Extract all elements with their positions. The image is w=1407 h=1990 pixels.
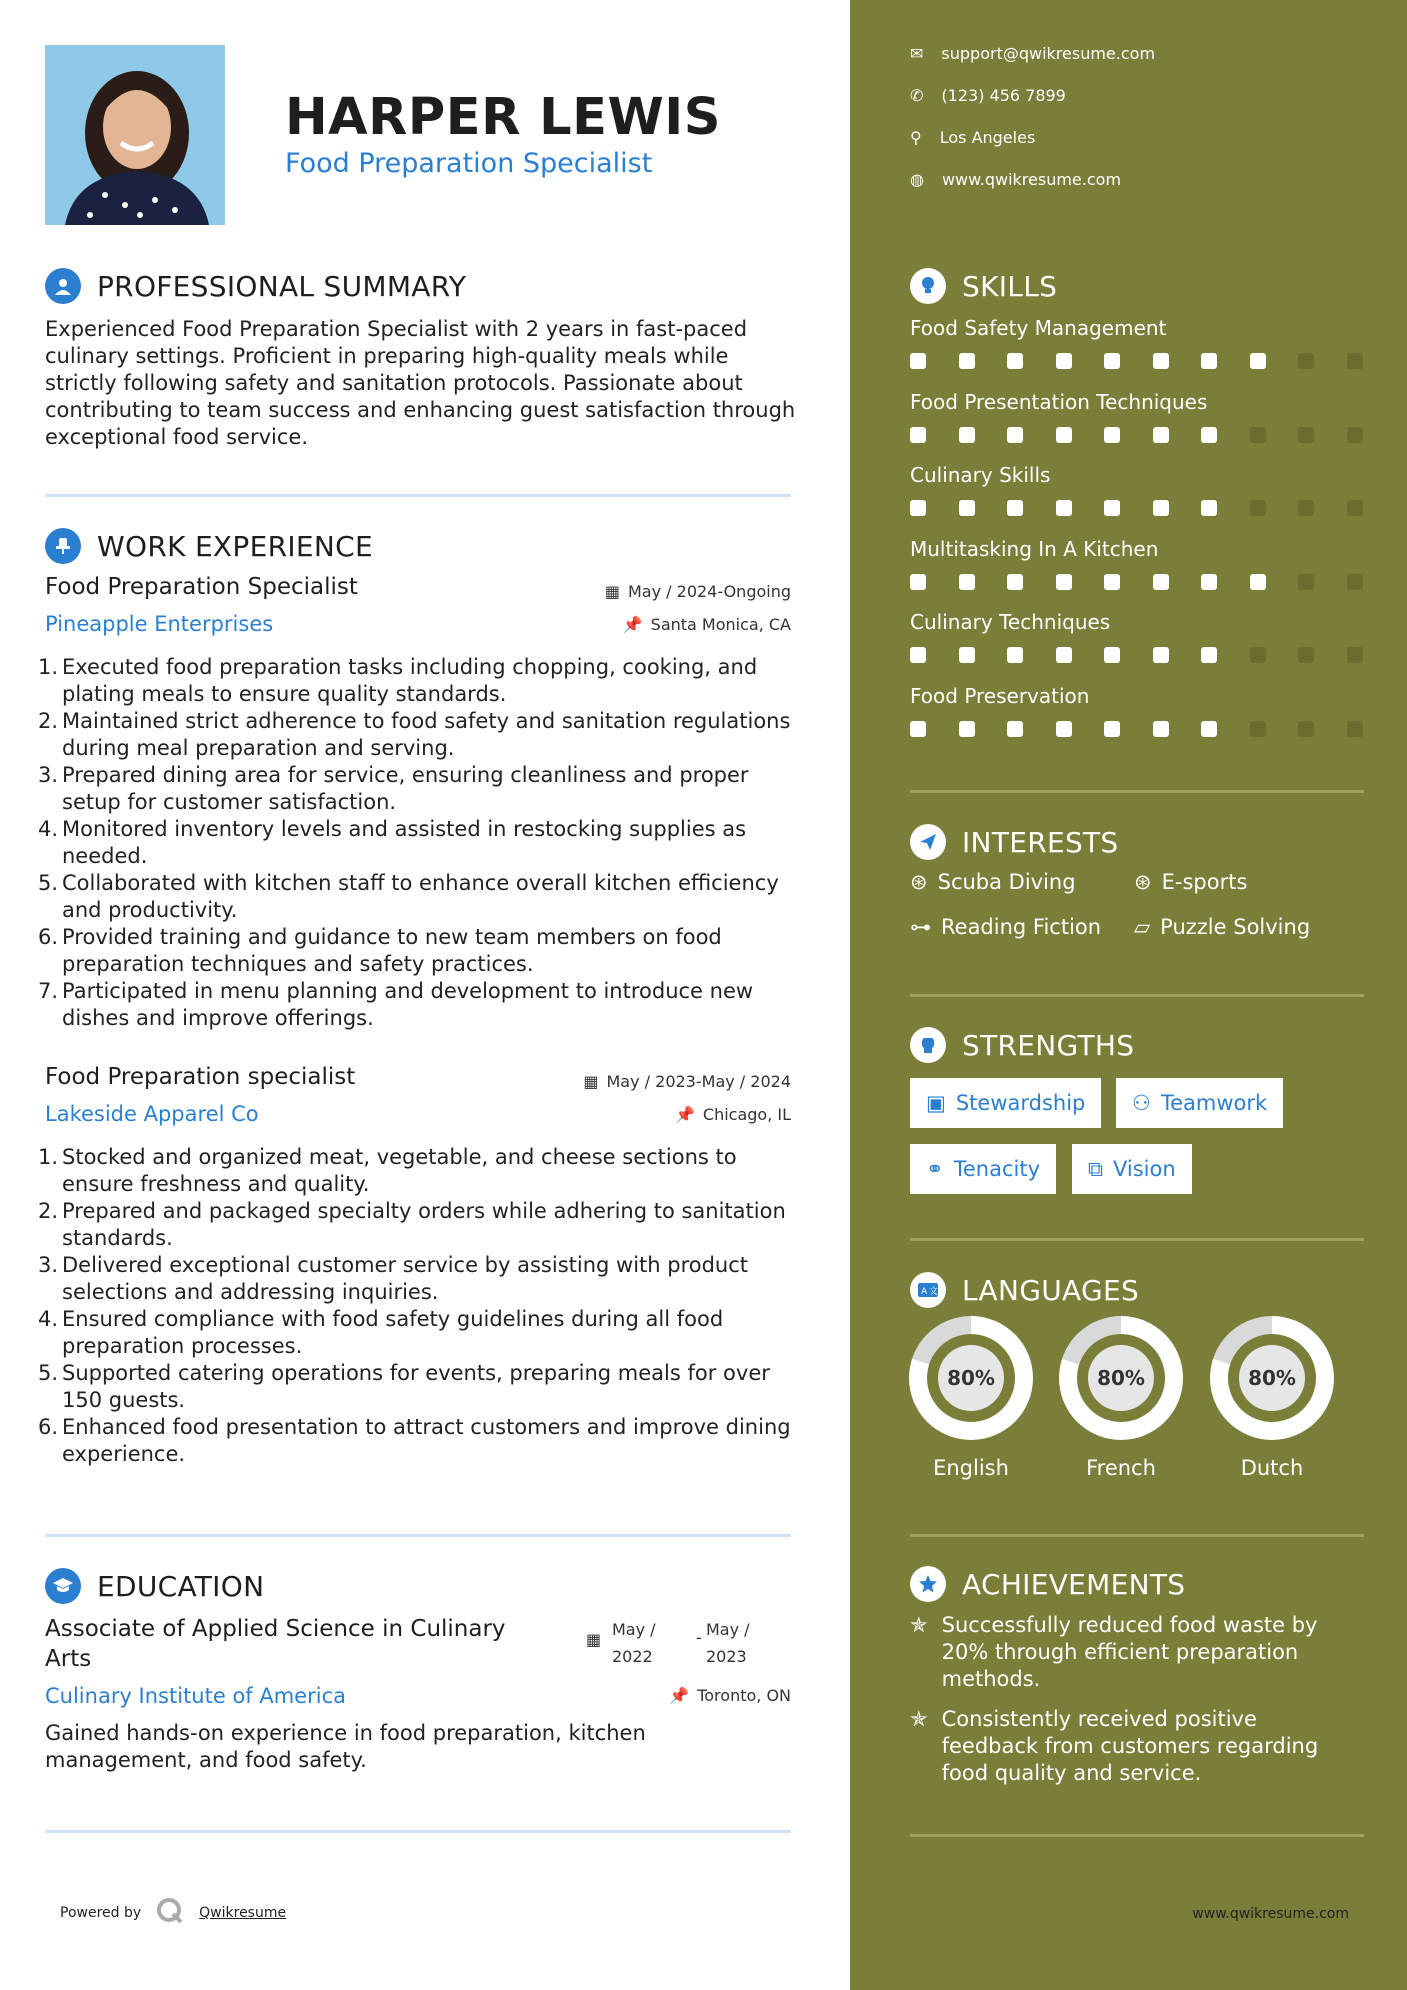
- rating-dot: [1298, 427, 1314, 443]
- rating-dot: [1347, 647, 1363, 663]
- rating-dot: [1007, 500, 1023, 516]
- translate-icon: [910, 1272, 946, 1308]
- language-percent: 80%: [1088, 1345, 1154, 1411]
- language-ring: [1059, 1316, 1183, 1440]
- rating-dot: [1298, 721, 1314, 737]
- interests-title: INTERESTS: [962, 825, 1119, 859]
- language-name: Dutch: [1240, 1456, 1304, 1480]
- list-item: 1. Stocked and organized meat, vegetable, and cheese sections to ensure freshness and quality.: [38, 1145, 737, 1196]
- job-duties: [38, 1144, 798, 1468]
- profile-photo: [45, 45, 225, 225]
- job-title: Food Preparation Specialist: [45, 574, 358, 600]
- rating-dot: [910, 353, 926, 369]
- list-item: 2. Maintained strict adherence to food safety and sanitation regulations during meal preparation and serving.: [38, 709, 791, 760]
- rating-dot: [959, 427, 975, 443]
- languages-heading: [910, 1272, 1139, 1308]
- list-item: 5. Supported catering operations for events, preparing meals for over 150 guests.: [38, 1361, 770, 1412]
- rating-dot: [1007, 427, 1023, 443]
- rating-dot: [1104, 647, 1120, 663]
- rating-dot: [1007, 353, 1023, 369]
- pin-icon: 📌: [669, 1686, 690, 1705]
- qwikresume-logo-icon: [155, 1896, 185, 1930]
- rating-dot: [910, 574, 926, 590]
- rating-dot: [1201, 721, 1217, 737]
- skill-rating: [910, 427, 1395, 443]
- rating-dot: [910, 427, 926, 443]
- achievement-item: ✯ Consistently received positive feedback from customers regarding food quality and service.: [910, 1707, 1319, 1785]
- skill-rating: [910, 721, 1395, 737]
- list-item: 4. Monitored inventory levels and assisted in restocking supplies as needed.: [38, 817, 747, 868]
- rating-dot: [1347, 427, 1363, 443]
- job-company: Pineapple Enterprises: [45, 612, 274, 636]
- paper-plane-icon: [910, 824, 946, 860]
- rating-dot: [1201, 500, 1217, 516]
- list-item: 2. Prepared and packaged specialty orders while adhering to sanitation standards.: [38, 1199, 786, 1250]
- school: Culinary Institute of America: [45, 1684, 346, 1708]
- education-heading: [45, 1568, 264, 1604]
- summary-title: PROFESSIONAL SUMMARY: [97, 269, 467, 303]
- summary-heading: [45, 268, 466, 304]
- fist-icon: [910, 1027, 946, 1063]
- lifebuoy-icon: ⊛: [910, 870, 928, 894]
- rating-dot: [1153, 500, 1169, 516]
- skill-name: Multitasking In A Kitchen: [910, 536, 1159, 561]
- rating-dot: [1104, 500, 1120, 516]
- phone-icon: ✆: [910, 86, 924, 105]
- candidate-title: Food Preparation Specialist: [285, 148, 653, 179]
- rating-dot: [1250, 353, 1266, 369]
- language-item: [1059, 1316, 1183, 1480]
- rating-dot: [1104, 574, 1120, 590]
- divider: [910, 994, 1364, 997]
- contact-website: ◍ www.qwikresume.com: [910, 170, 1122, 189]
- rating-dot: [1298, 500, 1314, 516]
- calendar-icon: ▦: [586, 1630, 602, 1649]
- svg-text:文: 文: [929, 1287, 939, 1297]
- rating-dot: [1104, 353, 1120, 369]
- rating-dot: [1056, 427, 1072, 443]
- book-icon: ▱: [1134, 915, 1151, 939]
- contact-phone: ✆ (123) 456 7899: [910, 86, 1066, 105]
- edu-end-date: May / 2023: [706, 1620, 750, 1666]
- rating-dot: [1347, 353, 1363, 369]
- rating-dot: [910, 500, 926, 516]
- strength-badge: ⚇ Teamwork: [1116, 1078, 1283, 1128]
- user-icon: [45, 268, 81, 304]
- rating-dot: [1201, 353, 1217, 369]
- degree: Associate of Applied Science in Culinary Arts: [45, 1616, 506, 1672]
- rating-dot: [1153, 647, 1169, 663]
- interest-item: ⊛ Scuba Diving: [910, 870, 1076, 894]
- rating-dot: [1056, 721, 1072, 737]
- interests-heading: [910, 824, 1119, 860]
- skill-rating: [910, 500, 1395, 516]
- job-location: [675, 1105, 791, 1124]
- divider: [910, 1834, 1364, 1837]
- edu-date-dash: -: [696, 1628, 702, 1647]
- rating-dot: [959, 721, 975, 737]
- job-date: [605, 582, 791, 601]
- skill-name: Food Preservation: [910, 683, 1090, 708]
- envelope-icon: ✉: [910, 44, 924, 63]
- skill-name: Food Presentation Techniques: [910, 389, 1208, 414]
- language-percent: 80%: [938, 1345, 1004, 1411]
- list-item: 3. Prepared dining area for service, ensuring cleanliness and proper setup for customer satisfaction.: [38, 763, 749, 814]
- rating-dot: [1153, 427, 1169, 443]
- rating-dot: [910, 647, 926, 663]
- strength-badge: ⚭ Tenacity: [910, 1144, 1056, 1194]
- job-location-text: Chicago, IL: [702, 1105, 791, 1124]
- footer-website: www.qwikresume.com: [1192, 1906, 1349, 1922]
- lightbulb-icon: [910, 268, 946, 304]
- briefcase-icon: ▣: [926, 1091, 946, 1115]
- language-item: [1210, 1316, 1334, 1480]
- rating-dot: [1056, 574, 1072, 590]
- divider: [45, 1534, 791, 1537]
- qwikresume-link[interactable]: Qwikresume: [199, 1905, 287, 1921]
- contact-email: ✉ support@qwikresume.com: [910, 44, 1156, 63]
- rating-dot: [1250, 574, 1266, 590]
- skill-name: Food Safety Management: [910, 316, 1167, 340]
- summary-text: Experienced Food Preparation Specialist with 2 years in fast-paced culinary settings. Proficient in preparing high-quality meals while strictly following safety and sanitation protocols. Passionate about contributing to team success and enhancing guest satisfaction through exceptional food service.: [45, 317, 796, 449]
- rating-dot: [1250, 721, 1266, 737]
- achievement-item: ✯ Successfully reduced food waste by 20% through efficient preparation methods.: [910, 1613, 1318, 1691]
- footer-powered: Powered by Qwikresume: [60, 1896, 286, 1930]
- rating-dot: [1347, 721, 1363, 737]
- rating-dot: [1056, 353, 1072, 369]
- rating-dot: [910, 721, 926, 737]
- rating-dot: [1250, 427, 1266, 443]
- rating-dot: [1056, 647, 1072, 663]
- job-date-text: May / 2023-May / 2024: [606, 1072, 791, 1091]
- graduation-icon: [45, 1568, 81, 1604]
- list-item: 6. Enhanced food presentation to attract customers and improve dining experience.: [38, 1415, 791, 1466]
- location-pin-icon: ⚲: [910, 128, 922, 147]
- rating-dot: [1104, 427, 1120, 443]
- skill-name: Culinary Techniques: [910, 610, 1111, 634]
- interest-item: ⊶ Reading Fiction: [910, 915, 1102, 939]
- strengths-title: STRENGTHS: [962, 1028, 1135, 1062]
- rating-dot: [1153, 353, 1169, 369]
- list-item: 6. Provided training and guidance to new team members on food preparation techniques and safety practices.: [38, 925, 722, 976]
- rating-dot: [1201, 427, 1217, 443]
- divider: [910, 790, 1364, 793]
- rating-dot: [1153, 574, 1169, 590]
- chair-icon: [45, 528, 81, 564]
- rating-dot: [1298, 353, 1314, 369]
- list-item: 7. Participated in menu planning and development to introduce new dishes and improve offerings.: [38, 979, 754, 1030]
- divider: [45, 494, 791, 497]
- rating-dot: [1007, 574, 1023, 590]
- job-date: [583, 1072, 791, 1091]
- list-item: 5. Collaborated with kitchen staff to enhance overall kitchen efficiency and productivity.: [38, 871, 779, 922]
- language-ring: [909, 1316, 1033, 1440]
- edu-location: 📌 Toronto, ON: [669, 1686, 791, 1705]
- language-name: English: [933, 1456, 1009, 1480]
- rating-dot: [1201, 647, 1217, 663]
- rating-dot: [959, 500, 975, 516]
- strength-badge: ▣ Stewardship: [910, 1078, 1101, 1128]
- strength-badge: ⧉ Vision: [1072, 1144, 1192, 1194]
- rating-dot: [1250, 647, 1266, 663]
- language-percent: 80%: [1239, 1345, 1305, 1411]
- rating-dot: [1298, 647, 1314, 663]
- list-item: 1. Executed food preparation tasks including chopping, cooking, and plating meals to ensure quality standards.: [38, 655, 758, 706]
- pin-icon: 📌: [622, 615, 643, 634]
- calendar-icon: ▦: [604, 582, 620, 601]
- rating-dot: [1250, 500, 1266, 516]
- divider: [910, 1238, 1364, 1241]
- svg-text:A: A: [921, 1287, 928, 1297]
- calendar-icon: ▦: [583, 1072, 599, 1091]
- skills-title: SKILLS: [962, 269, 1058, 303]
- edu-description: Gained hands-on experience in food preparation, kitchen management, and food safety.: [45, 1721, 646, 1772]
- rating-dot: [959, 353, 975, 369]
- gamepad-icon: ⊶: [910, 915, 931, 939]
- divider: [910, 1534, 1364, 1537]
- interest-item: ⊛ E-sports: [1134, 870, 1248, 894]
- rating-dot: [1153, 721, 1169, 737]
- globe-icon: ◍: [910, 170, 924, 189]
- rating-dot: [1007, 647, 1023, 663]
- rating-dot: [959, 574, 975, 590]
- shooting-star-icon: ✯: [910, 1613, 928, 1637]
- strengths-heading: [910, 1027, 1134, 1063]
- divider: [45, 1830, 791, 1833]
- languages-title: LANGUAGES: [962, 1273, 1140, 1307]
- skills-heading: [910, 268, 1057, 304]
- rating-dot: [959, 647, 975, 663]
- list-item: 3. Delivered exceptional customer service by assisting with product selections and addressing inquiries.: [38, 1253, 749, 1304]
- rating-dot: [1104, 721, 1120, 737]
- interest-item: ▱ Puzzle Solving: [1134, 915, 1311, 939]
- candidate-name: HARPER LEWIS: [285, 88, 721, 147]
- rating-dot: [1347, 574, 1363, 590]
- achievements-heading: [910, 1566, 1185, 1602]
- edu-start-date: May / 2022: [612, 1620, 656, 1666]
- skill-rating: [910, 647, 1395, 663]
- education-title: EDUCATION: [97, 1569, 265, 1603]
- binoculars-icon: ⧉: [1088, 1156, 1103, 1181]
- language-item: [909, 1316, 1033, 1480]
- rating-dot: [1298, 574, 1314, 590]
- link-icon: ⚭: [926, 1157, 944, 1181]
- skill-rating: [910, 353, 1395, 369]
- job-location: [623, 615, 791, 634]
- job-date-text: May / 2024-Ongoing: [628, 582, 791, 601]
- language-name: French: [1086, 1456, 1156, 1480]
- skill-name: Culinary Skills: [910, 463, 1051, 487]
- rating-dot: [1056, 500, 1072, 516]
- rating-dot: [1347, 500, 1363, 516]
- rating-dot: [1007, 721, 1023, 737]
- pin-icon: 📌: [674, 1105, 695, 1124]
- rating-dot: [1201, 574, 1217, 590]
- language-ring: [1210, 1316, 1334, 1440]
- experience-heading: [45, 528, 373, 564]
- star-badge-icon: [910, 1566, 946, 1602]
- experience-title: WORK EXPERIENCE: [97, 529, 373, 563]
- lifebuoy-icon: ⊛: [1134, 870, 1152, 894]
- shooting-star-icon: ✯: [910, 1707, 928, 1731]
- users-icon: ⚇: [1132, 1091, 1151, 1115]
- job-duties: [38, 654, 798, 1032]
- skill-rating: [910, 574, 1395, 590]
- achievements-title: ACHIEVEMENTS: [962, 1567, 1186, 1601]
- job-company: Lakeside Apparel Co: [45, 1102, 259, 1126]
- contact-location: ⚲ Los Angeles: [910, 128, 1036, 147]
- job-location-text: Santa Monica, CA: [650, 615, 791, 634]
- job-title: Food Preparation specialist: [45, 1064, 356, 1090]
- list-item: 4. Ensured compliance with food safety guidelines during all food preparation processes.: [38, 1307, 724, 1358]
